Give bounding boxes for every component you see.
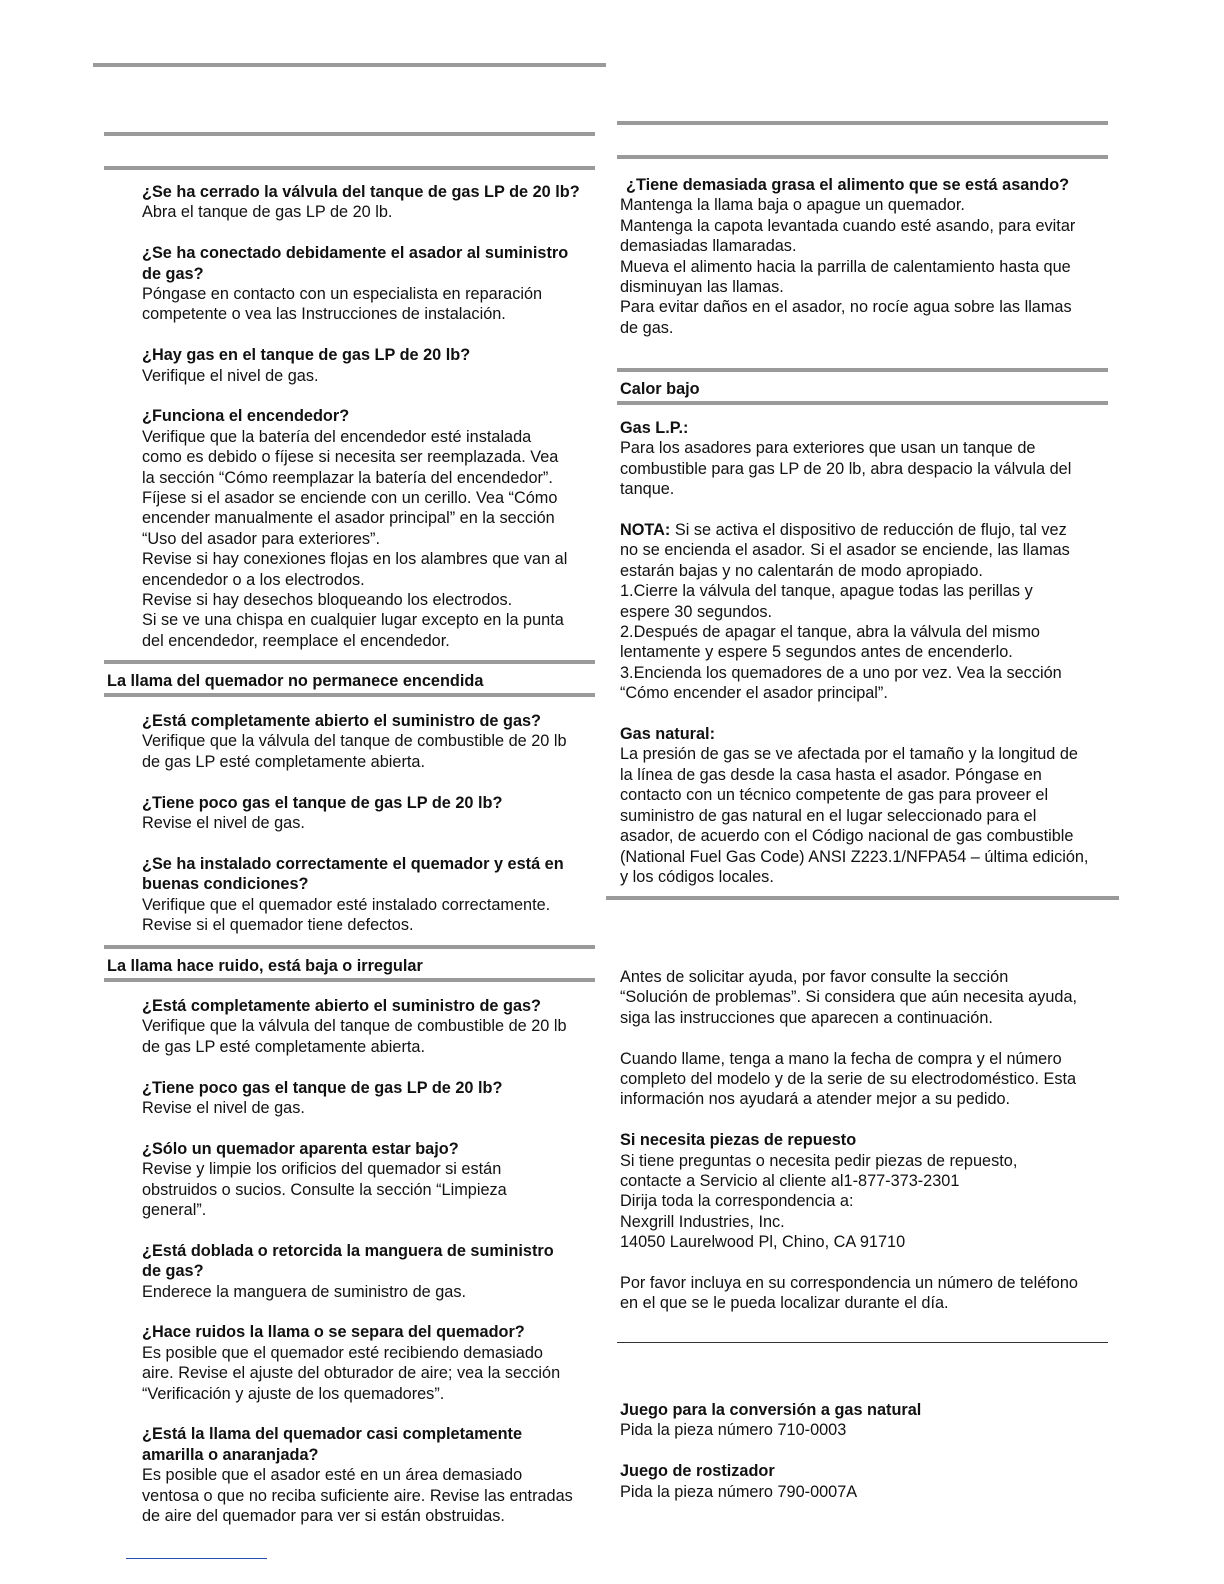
- section-rule-right-3: [606, 896, 1119, 900]
- answer-line: La presión de gas se ve afectada por el tamaño y la longitud de: [620, 745, 1078, 764]
- answer-line: del encendedor, reemplace el encendedor.: [142, 631, 450, 650]
- heading-rule-bottom: [104, 693, 595, 697]
- answer-line: competente o vea las Instrucciones de instalación.: [142, 305, 506, 324]
- heading-rule-top: [104, 660, 595, 664]
- answer-line: disminuyan las llamas.: [620, 278, 784, 297]
- kit-title: Juego para la conversión a gas natural: [620, 1401, 922, 1419]
- question: ¿Se ha cerrado la válvula del tanque de gas LP de 20 lb?: [142, 183, 580, 201]
- answer-line: ventosa o que no reciba suficiente aire. Revise las entradas: [142, 1486, 573, 1505]
- question: amarilla o anaranjada?: [142, 1445, 319, 1464]
- answer-line: Revise y limpie los orificios del quemador si están: [142, 1160, 502, 1179]
- help-section: [620, 967, 1115, 1314]
- answer-line: “Uso del asador para exteriores”.: [142, 529, 380, 548]
- question: ¿Hace ruidos la llama o se separa del quemador?: [142, 1323, 525, 1342]
- question: ¿Tiene demasiada grasa el alimento que se está asando?: [626, 176, 1070, 194]
- answer-line: general”.: [142, 1201, 207, 1220]
- heading-rule-top: [104, 945, 595, 949]
- answer-line: obstruidos o sucios. Consulte la sección “Limpieza: [142, 1180, 507, 1199]
- answer-line: 1.Cierre la válvula del tanque, apague todas las perillas y: [620, 582, 1033, 601]
- answer-line: Revise si hay desechos bloqueando los electrodos.: [142, 591, 513, 610]
- answer-line: y los códigos locales.: [620, 867, 774, 886]
- answer-line: Enderece la manguera de suministro de gas.: [142, 1282, 467, 1301]
- answer-line: la sección “Cómo reemplazar la batería del encendedor”.: [142, 468, 553, 487]
- answer-line: lentamente y espere 5 segundos antes de encenderlo.: [620, 643, 1013, 662]
- noisy-section: [142, 996, 612, 1526]
- answer-line: Verifique que el quemador esté instalado correctamente.: [142, 895, 551, 914]
- question: ¿Funciona el encendedor?: [142, 407, 350, 426]
- answer-line: Mueva el alimento hacia la parrilla de calentamiento hasta que: [620, 257, 1071, 276]
- answer-line: Abra el tanque de gas LP de 20 lb.: [142, 203, 393, 222]
- answer-line: Es posible que el quemador esté recibiendo demasiado: [142, 1343, 543, 1362]
- parts-line: Si tiene preguntas o necesita pedir piezas de repuesto,: [620, 1151, 1018, 1170]
- section-heading-stays-lit: La llama del quemador no permanece encendida: [107, 672, 484, 690]
- answer-line: encendedor o a los electrodos.: [142, 570, 365, 589]
- answer-line: “Verificación y ajuste de los quemadores”.: [142, 1384, 445, 1403]
- no-flame-section: [142, 182, 612, 651]
- answer-line: de gas LP esté completamente abierta.: [142, 1037, 425, 1056]
- low-heat-section: [620, 418, 1115, 887]
- heading-rule-bottom: [104, 978, 595, 982]
- section-rule-right-1: [617, 121, 1108, 125]
- footer-link-underline: [126, 1558, 267, 1559]
- parts-title: Si necesita piezas de repuesto: [620, 1131, 857, 1150]
- answer-line: Póngase en contacto con un especialista en reparación: [142, 285, 543, 304]
- help-line: completo del modelo y de la serie de su electrodoméstico. Esta: [620, 1070, 1077, 1089]
- answer-line: Revise si el quemador tiene defectos.: [142, 916, 414, 935]
- natural-gas-title: Gas natural:: [620, 725, 716, 744]
- stays-lit-section: [142, 711, 612, 935]
- accessories-section: [620, 1400, 1115, 1502]
- nota-label: NOTA:: [620, 521, 671, 540]
- kit-title: Juego de rostizador: [620, 1462, 775, 1481]
- nota-first: Si se activa el dispositivo de reducción de flujo, tal vez: [670, 521, 1067, 540]
- question: de gas?: [142, 1262, 204, 1281]
- answer-line: Verifique el nivel de gas.: [142, 366, 319, 385]
- answer-line: aire. Revise el ajuste del obturador de aire; vea la sección: [142, 1364, 561, 1383]
- answer-line: Fíjese si el asador se enciende con un cerillo. Vea “Cómo: [142, 489, 558, 508]
- question: ¿Está completamente abierto el suministro de gas?: [142, 997, 541, 1015]
- lp-title: Gas L.P.:: [620, 419, 689, 437]
- help-line: siga las instrucciones que aparecen a continuación.: [620, 1008, 993, 1027]
- answer-line: Mantenga la llama baja o apague un quemador.: [620, 196, 965, 215]
- section-heading-low-heat: Calor bajo: [620, 380, 700, 398]
- top-rule-left: [93, 63, 606, 67]
- divider-thin: [617, 1342, 1108, 1343]
- answer-line: demasiadas llamaradas.: [620, 237, 797, 256]
- phone-line: Por favor incluya en su correspondencia un número de teléfono: [620, 1274, 1078, 1293]
- answer-line: Mantenga la capota levantada cuando esté asando, para evitar: [620, 216, 1076, 235]
- answer-line: Verifique que la batería del encendedor esté instalada: [142, 427, 532, 446]
- answer-line: Para los asadores para exteriores que usan un tanque de: [620, 439, 1036, 458]
- parts-line: contacte a Servicio al cliente al1-877-373-2301: [620, 1172, 960, 1191]
- kit-part: Pida la pieza número 790-0007A: [620, 1482, 858, 1501]
- phone-line: en el que se le pueda localizar durante el día.: [620, 1294, 949, 1313]
- question: ¿Se ha conectado debidamente el asador al suministro: [142, 244, 569, 263]
- answer-line: Revise si hay conexiones flojas en los alambres que van al: [142, 550, 568, 569]
- answer-line: tanque.: [620, 480, 675, 499]
- answer-line: combustible para gas LP de 20 lb, abra despacio la válvula del: [620, 459, 1072, 478]
- help-line: “Solución de problemas”. Si considera que aún necesita ayuda,: [620, 988, 1078, 1007]
- kit-part: Pida la pieza número 710-0003: [620, 1421, 847, 1440]
- section-heading-noisy: La llama hace ruido, está baja o irregular: [107, 957, 423, 975]
- answer-line: Verifique que la válvula del tanque de combustible de 20 lb: [142, 732, 567, 751]
- answer-line: Revise el nivel de gas.: [142, 814, 305, 833]
- parts-line: Dirija toda la correspondencia a:: [620, 1192, 854, 1211]
- answer-line: Revise el nivel de gas.: [142, 1099, 305, 1118]
- answer-line: 3.Encienda los quemadores de a uno por vez. Vea la sección: [620, 663, 1062, 682]
- answer-line: encender manualmente el asador principal” en la sección: [142, 509, 555, 528]
- grease-section: [620, 175, 1115, 338]
- help-line: Cuando llame, tenga a mano la fecha de compra y el número: [620, 1049, 1062, 1068]
- question: buenas condiciones?: [142, 875, 309, 894]
- answer-line: Verifique que la válvula del tanque de combustible de 20 lb: [142, 1017, 567, 1036]
- question: ¿Está la llama del quemador casi completamente: [142, 1425, 523, 1444]
- answer-line: como es debido o fíjese si necesita ser reemplazada. Vea: [142, 448, 559, 467]
- question: ¿Tiene poco gas el tanque de gas LP de 20 lb?: [142, 1078, 503, 1097]
- question: ¿Hay gas en el tanque de gas LP de 20 lb?: [142, 346, 471, 365]
- answer-line: de gas.: [620, 318, 674, 337]
- answer-line: no se encienda el asador. Si el asador se enciende, las llamas: [620, 541, 1070, 560]
- section-rule-right-2: [617, 155, 1108, 159]
- question: ¿Tiene poco gas el tanque de gas LP de 20 lb?: [142, 793, 503, 812]
- question: de gas?: [142, 264, 204, 283]
- answer-line: espere 30 segundos.: [620, 602, 773, 621]
- answer-line: “Cómo encender el asador principal”.: [620, 684, 888, 703]
- nota-line: [620, 520, 1115, 540]
- question: ¿Está completamente abierto el suministro de gas?: [142, 712, 541, 730]
- answer-line: estarán bajas y no calentarán de modo apropiado.: [620, 561, 983, 580]
- parts-line: Nexgrill Industries, Inc.: [620, 1212, 785, 1231]
- help-line: Antes de solicitar ayuda, por favor consulte la sección: [620, 968, 1009, 986]
- help-line: información nos ayudará a atender mejor a su pedido.: [620, 1090, 1011, 1109]
- answer-line: la línea de gas desde la casa hasta el asador. Póngase en: [620, 765, 1042, 784]
- question: ¿Sólo un quemador aparenta estar bajo?: [142, 1139, 459, 1158]
- answer-line: Es posible que el asador esté en un área demasiado: [142, 1466, 523, 1485]
- parts-line: 14050 Laurelwood Pl, Chino, CA 91710: [620, 1233, 906, 1252]
- answer-line: (National Fuel Gas Code) ANSI Z223.1/NFPA54 – última edición,: [620, 847, 1089, 866]
- question: ¿Está doblada o retorcida la manguera de suministro: [142, 1241, 554, 1260]
- answer-line: suministro de gas natural en el lugar seleccionado para el: [620, 806, 1037, 825]
- answer-line: asador, de acuerdo con el Código nacional de gas combustible: [620, 827, 1074, 846]
- answer-line: de gas LP esté completamente abierta.: [142, 752, 425, 771]
- answer-line: contacto con un técnico competente de gas para proveer el: [620, 786, 1049, 805]
- section-rule-left-2: [104, 166, 595, 170]
- answer-line: Si se ve una chispa en cualquier lugar excepto en la punta: [142, 611, 564, 630]
- question: ¿Se ha instalado correctamente el quemador y está en: [142, 854, 564, 873]
- section-rule-left-1: [104, 132, 595, 136]
- answer-line: Para evitar daños en el asador, no rocíe agua sobre las llamas: [620, 298, 1072, 317]
- heading-rule-bottom: [617, 401, 1108, 405]
- answer-line: de aire del quemador para ver si están obstruidas.: [142, 1507, 505, 1526]
- answer-line: 2.Después de apagar el tanque, abra la válvula del mismo: [620, 623, 1040, 642]
- heading-rule-top: [617, 368, 1108, 372]
